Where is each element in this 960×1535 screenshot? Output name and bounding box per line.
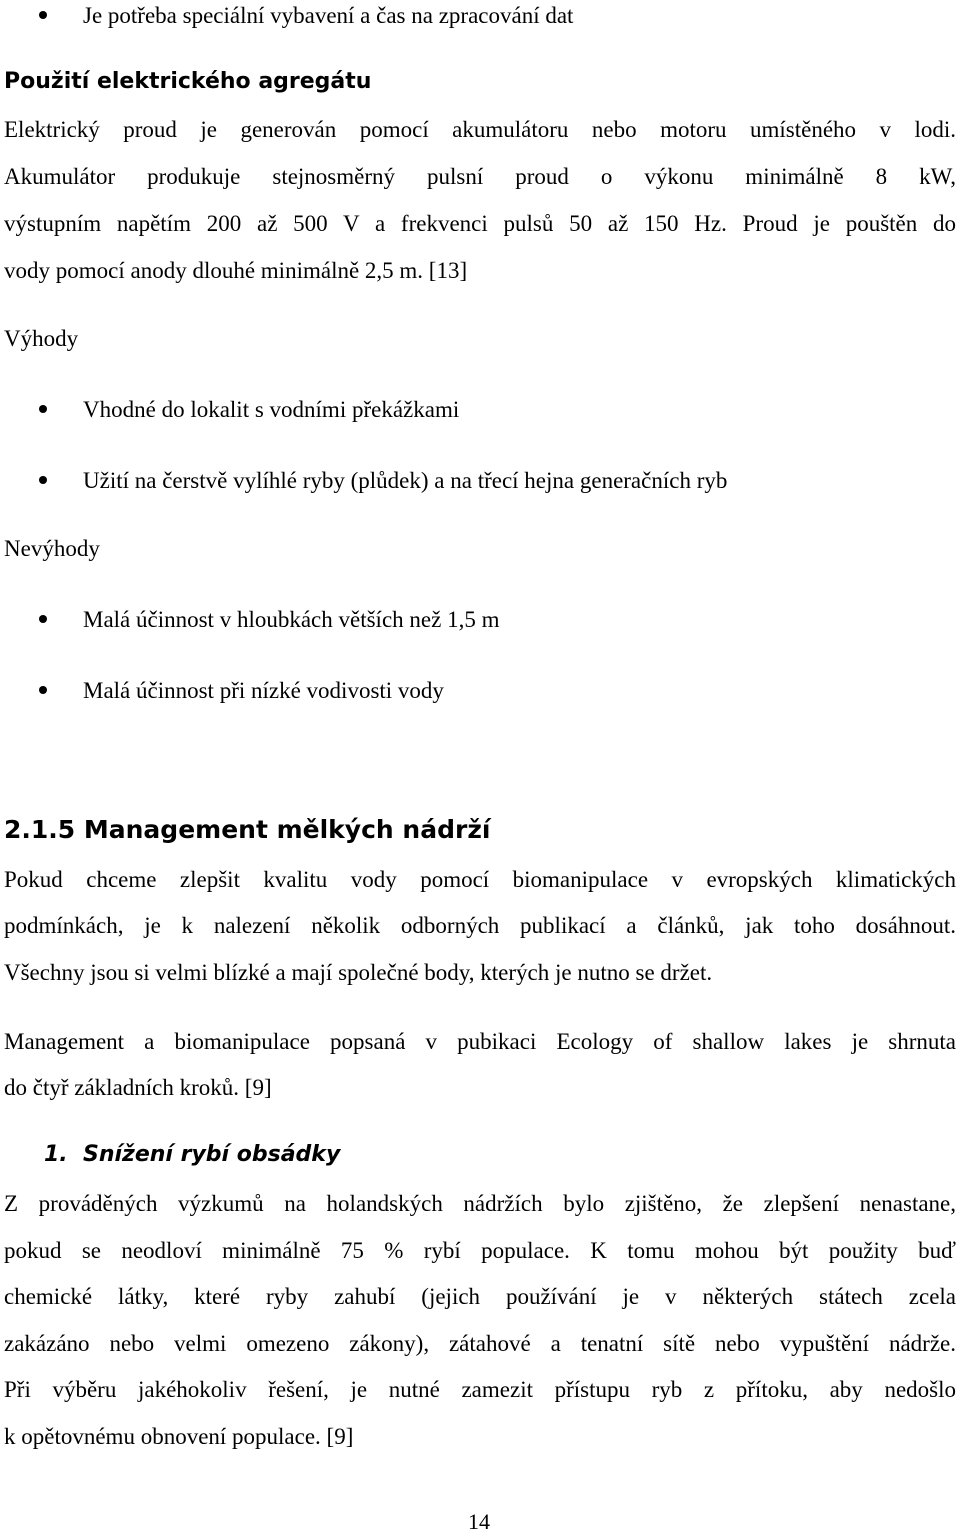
advantages-title: Výhody [4,326,79,351]
list-item: Je potřeba speciální vybavení a čas na zpracování dat [83,3,574,28]
paragraph-line: k opětovnému obnovení populace. [9] [4,1424,354,1449]
list-item: Malá účinnost v hloubkách větších než 1,5 m [83,607,500,632]
paragraph-line: zakázáno nebo velmi omezeno zákony), zátahové a tenatní sítě nebo vypuštění nádrže. [4,1331,956,1356]
paragraph-line: Akumulátor produkuje stejnosměrný pulsní proud o výkonu minimálně 8 kW, [4,164,956,189]
bullet-icon [39,405,47,413]
paragraph-line: Při výběru jakéhokoliv řešení, je nutné zamezit přístupu ryb z přítoku, aby nedošlo [4,1377,956,1402]
paragraph-line: Z prováděných výzkumů na holandských nádržích bylo zjištěno, že zlepšení nenastane, [4,1191,956,1216]
bullet-icon [39,11,47,19]
chapter-heading: 2.1.5 Management mělkých nádrží [4,815,491,844]
paragraph-line: podmínkách, je k nalezení několik odborných publikací a článků, jak toho dosáhnout. [4,913,956,938]
paragraph-line: Pokud chceme zlepšit kvalitu vody pomocí biomanipulace v evropských klimatických [4,867,956,892]
paragraph-line: Elektrický proud je generován pomocí akumulátoru nebo motoru umístěného v lodi. [4,117,956,142]
list-item: Vhodné do lokalit s vodními překážkami [83,397,460,422]
step-heading: 1. Snížení rybí obsádky [44,1142,341,1167]
bullet-icon [39,615,47,623]
bullet-icon [39,476,47,484]
paragraph-line: Všechny jsou si velmi blízké a mají společné body, kterých je nutno se držet. [4,960,713,985]
disadvantages-title: Nevýhody [4,536,100,561]
bullet-icon [39,686,47,694]
section-heading: Použití elektrického agregátu [4,69,372,94]
paragraph-line: vody pomocí anody dlouhé minimálně 2,5 m. [13] [4,258,468,283]
paragraph-line: do čtyř základních kroků. [9] [4,1075,272,1100]
list-item: Malá účinnost při nízké vodivosti vody [83,678,444,703]
page-number: 14 [468,1509,490,1534]
paragraph-line: pokud se neodloví minimálně 75 % rybí populace. K tomu mohou být použity buď [4,1238,956,1263]
list-item: Užití na čerstvě vylíhlé ryby (plůdek) a na třecí hejna generačních ryb [83,468,728,493]
paragraph-line: Management a biomanipulace popsaná v pubikaci Ecology of shallow lakes je shrnuta [4,1029,956,1054]
paragraph-line: výstupním napětím 200 až 500 V a frekvenci pulsů 50 až 150 Hz. Proud je pouštěn do [4,211,956,236]
paragraph-line: chemické látky, které ryby zahubí (jejich používání je v některých státech zcela [4,1284,956,1309]
